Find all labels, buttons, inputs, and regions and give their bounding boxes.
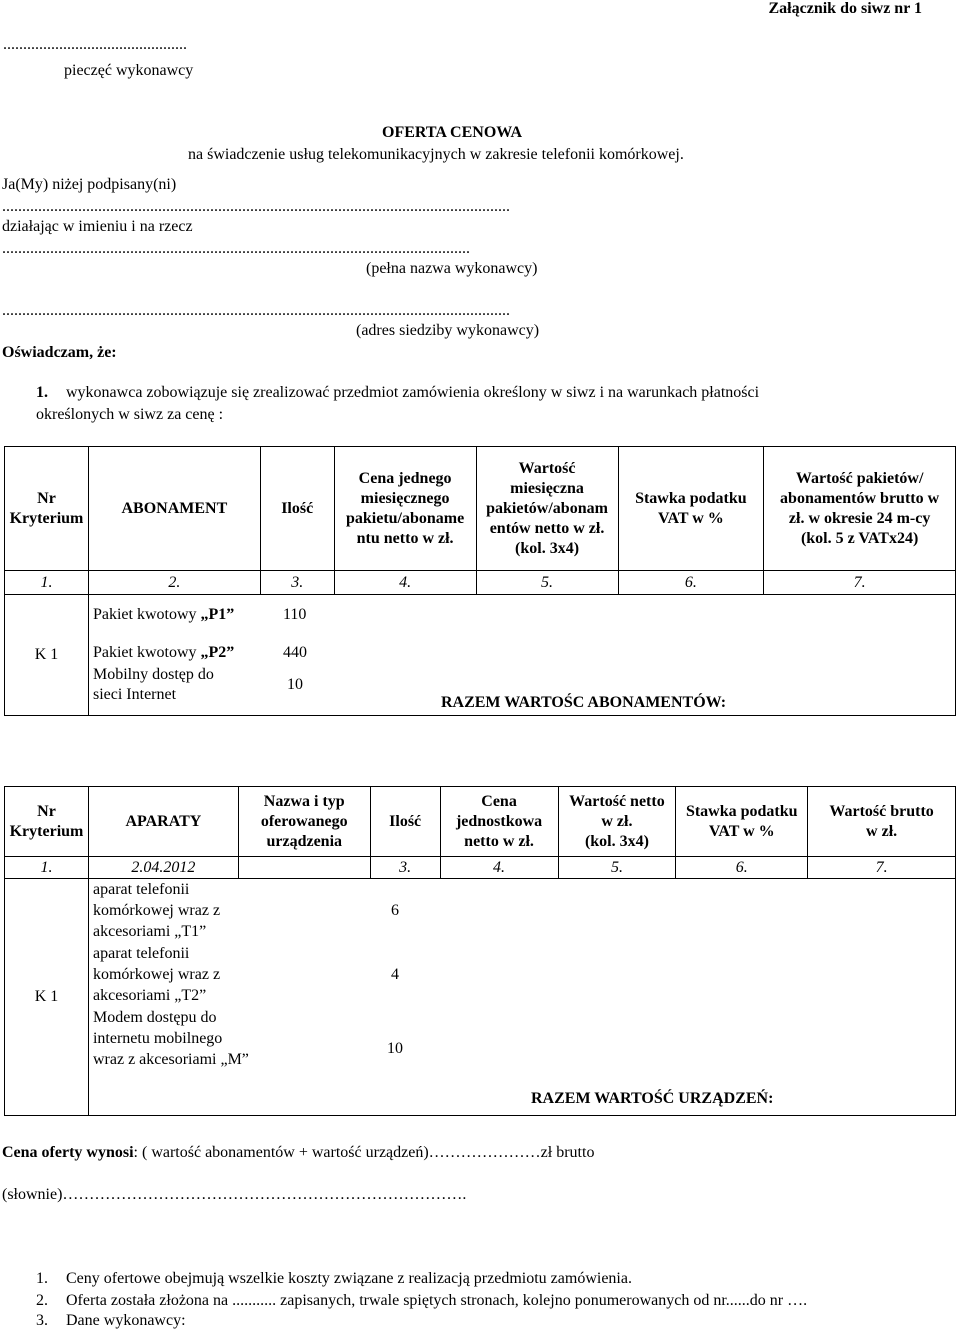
group-label: K 1 xyxy=(5,879,89,1116)
colnum-2: 2. xyxy=(88,571,260,595)
stamp-dots: .............................................. xyxy=(3,36,187,53)
note-text: Ceny ofertowe obejmują wszelkie koszty związane z realizacją przedmiotu zamówienia. xyxy=(66,1270,632,1287)
table-row: Modem dostępu do internetu mobilnego wraz z akcesoriami „M” xyxy=(92,1009,249,1068)
point-text-line1: wykonawca zobowiązuje się zrealizować przedmiot zamówienia określony w siwz i na warunkach płatności xyxy=(66,384,760,401)
header-cena: Cena jednostkowa netto w zł. xyxy=(440,787,558,857)
colnum-1: 1. xyxy=(5,857,89,879)
signed-label: Ja(My) niżej podpisany(ni) xyxy=(2,176,177,193)
colnum-blank xyxy=(238,857,370,879)
header-brutto: Wartość pakietów/ abonamentów brutto w zł. w okresie 24 m-cy (kol. 5 z VATx24) xyxy=(764,447,956,571)
subscription-total: RAZEM WARTOŚC ABONAMENTÓW: xyxy=(440,694,727,711)
colnum-6: 6. xyxy=(676,857,808,879)
dots-line-3: ............................................................................................................................... xyxy=(2,302,510,319)
row-qty: 10 xyxy=(386,1040,403,1057)
colnum-4: 4. xyxy=(440,857,558,879)
note-number: 1. xyxy=(36,1270,48,1287)
header-wartosc: Wartość netto w zł. (kol. 3x4) xyxy=(558,787,676,857)
colnum-5: 5. xyxy=(476,571,618,595)
attachment-label: Załącznik do siwz nr 1 xyxy=(768,0,922,17)
colnum-1: 1. xyxy=(5,571,89,595)
table1-body xyxy=(88,595,955,716)
header-abonament: ABONAMENT xyxy=(88,447,260,571)
table2-body xyxy=(88,879,955,1116)
colnum-3: 3. xyxy=(260,571,334,595)
point-number: 1. xyxy=(36,384,48,401)
note-text: Dane wykonawcy: xyxy=(66,1312,186,1329)
header-brutto: Wartość brutto w zł. xyxy=(808,787,956,857)
header-wartosc: Wartość miesięczna pakietów/abonam entów netto w zł. (kol. 3x4) xyxy=(476,447,618,571)
table-row: aparat telefonii komórkowej wraz z akcesoriami „T2” xyxy=(92,945,221,1004)
note-number: 2. xyxy=(36,1292,48,1309)
devices-table xyxy=(4,786,956,1116)
colnum-4: 4. xyxy=(334,571,476,595)
offer-price-line: Cena oferty wynosi: ( wartość abonamentów + wartość urządzeń)…………………zł brutto xyxy=(2,1144,595,1161)
stamp-label: pieczęć wykonawcy xyxy=(64,62,194,79)
colnum-2: 2.04.2012 xyxy=(88,857,238,879)
colnum-3: 3. xyxy=(370,857,440,879)
table-row: Mobilny dostęp do sieci Internet xyxy=(92,666,214,703)
row-qty: 10 xyxy=(286,676,303,693)
colnum-7: 7. xyxy=(764,571,956,595)
header-ilosc: Ilość xyxy=(260,447,334,571)
header-cena: Cena jednego miesięcznego pakietu/aboname ntu netto w zł. xyxy=(334,447,476,571)
header-stawka: Stawka podatku VAT w % xyxy=(676,787,808,857)
declare-label: Oświadczam, że: xyxy=(2,344,117,361)
company-name-label: (pełna nazwa wykonawcy) xyxy=(366,260,538,277)
colnum-6: 6. xyxy=(618,571,764,595)
row-qty: 4 xyxy=(390,966,399,983)
dots-line-1: ............................................................................................................................... xyxy=(2,198,510,215)
row-qty: 110 xyxy=(282,606,307,623)
header-aparaty: APARATY xyxy=(88,787,238,857)
group-label: K 1 xyxy=(5,595,89,716)
colnum-5: 5. xyxy=(558,857,676,879)
header-nazwa: Nazwa i typ oferowanego urządzenia xyxy=(238,787,370,857)
header-nr: Nr Kryterium xyxy=(5,787,89,857)
table-row: Pakiet kwotowy „P1” xyxy=(92,606,235,623)
header-stawka: Stawka podatku VAT w % xyxy=(618,447,764,571)
header-nr: Nr Kryterium xyxy=(5,447,89,571)
row-qty: 440 xyxy=(282,644,307,661)
document-subtitle: na świadczenie usług telekomunikacyjnych w zakresie telefonii komórkowej. xyxy=(188,146,684,163)
note-number: 3. xyxy=(36,1312,48,1329)
subscription-table xyxy=(4,446,956,716)
acting-label: działając w imieniu i na rzecz xyxy=(2,218,193,235)
table-row: Pakiet kwotowy „P2” xyxy=(92,644,235,661)
devices-total: RAZEM WARTOŚĆ URZĄDZEŃ: xyxy=(530,1090,774,1107)
table-row: aparat telefonii komórkowej wraz z akcesoriami „T1” xyxy=(92,881,221,940)
dots-line-2: ..................................................................................................................... xyxy=(2,240,470,257)
colnum-7: 7. xyxy=(808,857,956,879)
header-ilosc: Ilość xyxy=(370,787,440,857)
address-label: (adres siedziby wykonawcy) xyxy=(356,322,540,339)
row-qty: 6 xyxy=(390,902,399,919)
document-title: OFERTA CENOWA xyxy=(382,124,523,141)
note-text: Oferta została złożona na ........... zapisanych, trwale spiętych stronach, kolejno ponumerowanych od nr......do nr …. xyxy=(66,1292,808,1309)
price-in-words: (słownie)…………………………………………………………………. xyxy=(2,1186,467,1203)
point-text-line2: określonych w siwz za cenę : xyxy=(36,406,224,423)
